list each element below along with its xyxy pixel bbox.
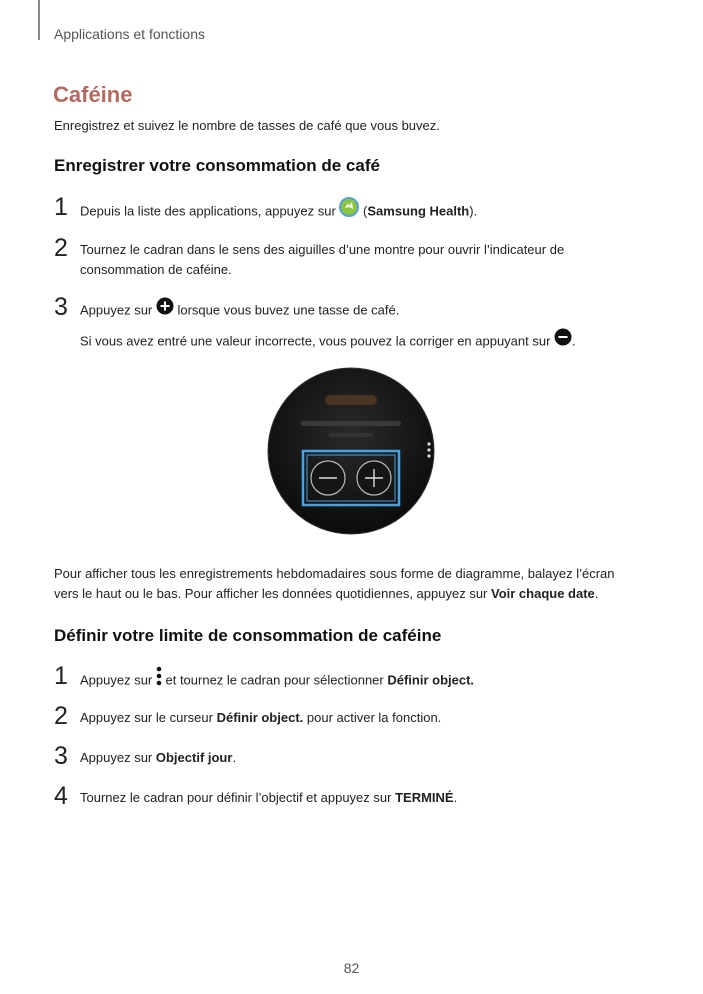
step-text: [80, 240, 670, 280]
more-options-icon: [156, 666, 162, 692]
minus-circle-icon: [554, 328, 572, 352]
step-number: 3: [54, 293, 68, 321]
step-number: 3: [54, 742, 68, 770]
section-heading-limit: Définir votre limite de consommation de caféine: [54, 626, 442, 645]
page-title: Caféine: [53, 82, 133, 107]
watch-screen-illustration: [267, 367, 435, 535]
step-text-part: ).: [469, 203, 478, 219]
step-text-part: pour activer la fonction.: [303, 710, 442, 725]
running-header: Applications et fonctions: [54, 26, 205, 42]
step-text-part: Appuyez sur: [80, 672, 156, 688]
step-text-part: lorsque vous buvez une tasse de café.: [173, 302, 400, 318]
step-text-part: et tournez le cadran pour sélectionner: [161, 672, 388, 688]
step-text-part: Appuyez sur: [80, 302, 156, 318]
step-text-part: Appuyez sur le curseur: [80, 710, 217, 725]
plus-circle-icon: [156, 297, 174, 321]
samsung-health-icon: [339, 197, 359, 223]
step-text-part: .: [232, 750, 237, 765]
step-text-bold: Définir object.: [387, 672, 475, 688]
step-number: 2: [54, 234, 68, 262]
step-text-part: .: [572, 333, 576, 349]
step-text-line: consommation de caféine.: [80, 262, 232, 277]
step-text-part: .: [453, 790, 458, 805]
step-number: 4: [54, 782, 68, 810]
step-text-part: Depuis la liste des applications, appuyez sur: [80, 203, 340, 219]
step-text-bold: TERMINÉ: [395, 790, 454, 805]
page-number: 82: [343, 960, 360, 976]
paragraph-text-part: vers le haut ou le bas. Pour afficher les données quotidiennes, appuyez sur: [54, 586, 491, 601]
step-text-bold: Samsung Health: [367, 203, 470, 219]
step-number: 2: [54, 702, 68, 730]
step-text-part: Tournez le cadran pour définir l’objectif et appuyez sur: [80, 790, 396, 805]
intro-text: Enregistrez et suivez le nombre de tasses de café que vous buvez.: [54, 118, 440, 133]
step-text-line: Tournez le cadran dans le sens des aiguilles d’une montre pour ouvrir l’indicateur de: [80, 242, 565, 257]
step-number: 1: [54, 662, 68, 690]
paragraph-text-bold: Voir chaque date: [491, 586, 595, 601]
step-text-part: (: [359, 203, 368, 219]
step-text-bold: Définir object.: [216, 710, 304, 725]
step-text-part: Si vous avez entré une valeur incorrecte, vous pouvez la corriger en appuyant sur: [80, 333, 555, 349]
section-heading-record: Enregistrer votre consommation de café: [54, 156, 380, 175]
step-text: [80, 199, 670, 225]
step-text: [80, 788, 670, 808]
step-text: [80, 668, 670, 694]
paragraph-line: Pour afficher tous les enregistrements hebdomadaires sous forme de diagramme, balayez l’écran: [54, 566, 615, 581]
margin-rule: [38, 0, 40, 40]
step-text: [80, 748, 670, 768]
step-text: [80, 299, 670, 354]
step-text-bold: Objectif jour: [155, 750, 233, 765]
step-number: 1: [54, 193, 68, 221]
chart-view-paragraph: [54, 564, 654, 604]
step-text: [80, 708, 670, 728]
paragraph-text-part: .: [594, 586, 599, 601]
step-text-part: Appuyez sur: [80, 750, 156, 765]
